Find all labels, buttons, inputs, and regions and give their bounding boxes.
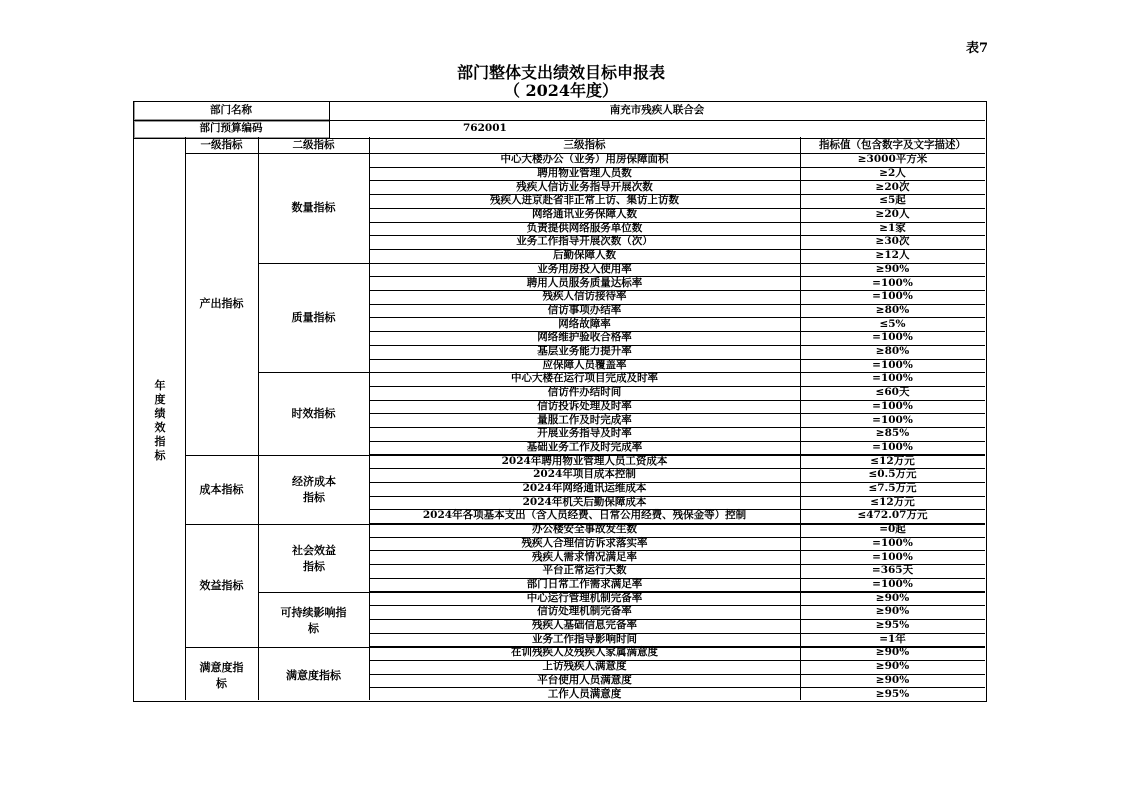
dept-name-label: 部门名称 [210, 104, 252, 116]
indicator-name: 信访事项办结率 [547, 303, 622, 316]
budget-code-value: 762001 [463, 122, 507, 134]
indicator-name: 工作人员满意度 [547, 687, 622, 700]
level2-social-benefit: 社会效益指标 [292, 544, 336, 573]
indicator-value: ≥90% [875, 591, 910, 604]
indicator-name: 聘用物业管理人员数 [537, 166, 632, 179]
performance-table [133, 101, 987, 702]
indicator-name: 残疾人基础信息完备率 [532, 619, 637, 631]
dept-name-value: 南充市残疾人联合会 [609, 104, 705, 116]
indicator-value: ≥95% [875, 687, 910, 700]
indicator-value: ≥2人 [879, 166, 906, 179]
indicator-name: 业务用房投入使用率 [537, 262, 632, 275]
indicator-name: 中心大楼在运行项目完成及时率 [511, 372, 658, 385]
indicator-value: ≥85% [875, 427, 910, 440]
level2-quality: 质量指标 [291, 311, 336, 324]
budget-code-label: 部门预算编码 [199, 122, 263, 134]
indicator-name: 应保障人员覆盖率 [542, 358, 627, 371]
indicator-name: 2024年各项基本支出（含人员经费、日常公用经费、残保金等）控制 [422, 509, 747, 522]
indicator-name: 残疾人进京赴省非正常上访、集访上访数 [490, 194, 679, 207]
indicator-name: 上访残疾人满意度 [542, 660, 627, 673]
indicator-name: 后勤保障人数 [553, 249, 616, 262]
indicator-name: 残疾人信访业务指导开展次数 [516, 180, 653, 193]
indicator-value: ≥90% [875, 660, 910, 673]
indicator-name: 负责提供网络服务单位数 [526, 221, 643, 234]
indicator-name: 业务工作指导影响时间 [532, 632, 637, 645]
indicator-value: ≥12人 [875, 249, 910, 262]
indicator-name: 中心大楼办公（业务）用房保障面积 [500, 153, 669, 166]
indicator-value: ≥90% [875, 605, 910, 618]
table-number: 表7 [966, 41, 989, 56]
indicator-name: 残疾人需求情况满足率 [532, 550, 637, 563]
indicator-value: ≥20人 [875, 208, 910, 220]
indicator-value: ≥3000平方米 [857, 153, 928, 166]
indicator-name: 在训残疾人及残疾人家属满意度 [511, 646, 658, 659]
indicator-name: 2024年项目成本控制 [533, 468, 636, 481]
indicator-name: 信访投诉处理及时率 [537, 399, 632, 412]
header-level1: 一级指标 [200, 139, 243, 151]
level1-benefit: 效益指标 [199, 579, 244, 592]
indicator-name: 残疾人合理信访诉求落实率 [521, 536, 648, 549]
indicator-value: ≤0.5万元 [868, 468, 917, 481]
indicator-value: =100% [872, 413, 913, 426]
level2-economic-cost: 经济成本指标 [292, 475, 336, 504]
annual-indicator-label: 年度绩效指标 [154, 379, 166, 462]
level2-sustainable: 可持续影响指标 [280, 606, 347, 635]
level1-cost: 成本指标 [199, 483, 244, 496]
indicator-value: =1年 [879, 632, 906, 645]
indicator-name: 开展业务指导及时率 [537, 427, 632, 440]
indicator-value: ≥95% [875, 619, 910, 631]
header-level2: 二级指标 [292, 139, 335, 151]
indicator-name: 网络故障率 [558, 317, 611, 330]
form-year: （ 2024年度） [503, 81, 619, 100]
form-title: 部门整体支出绩效目标申报表 [456, 63, 665, 82]
indicator-value: =100% [872, 358, 913, 371]
indicator-value: ≥80% [875, 303, 910, 316]
indicator-value: =365天 [871, 564, 914, 577]
indicator-value: ≥90% [875, 646, 910, 659]
level2-quantity: 数量指标 [291, 201, 336, 214]
indicator-name: 部门日常工作需求满足率 [526, 577, 643, 590]
indicator-name: 中心运行管理机制完备率 [526, 591, 643, 604]
indicator-name: 平台使用人员满意度 [537, 673, 632, 686]
indicator-value: ≥20次 [875, 180, 910, 193]
indicator-value: ≥80% [875, 345, 910, 357]
level2-satisfaction: 满意度指标 [286, 669, 341, 682]
indicator-name: 基础业务工作及时完成率 [526, 440, 643, 453]
indicator-name: 基层业务能力提升率 [537, 345, 632, 357]
indicator-value: ≥1家 [879, 221, 906, 234]
indicator-value: ≤60天 [875, 386, 910, 399]
indicator-name: 量服工作及时完成率 [537, 413, 632, 426]
indicator-value: ≥90% [875, 262, 910, 275]
indicator-value: =100% [872, 276, 913, 289]
indicator-name: 残疾人信访接待率 [542, 290, 627, 303]
indicator-value: ≤5起 [879, 194, 906, 207]
indicator-value: ≤472.07万元 [857, 509, 928, 522]
indicator-value: =100% [872, 399, 913, 412]
indicator-value: =0起 [879, 523, 906, 536]
indicator-name: 信访处理机制完备率 [537, 605, 632, 618]
indicator-name: 2024年聘用物业管理人员工资成本 [501, 454, 668, 467]
indicator-value: ≤12万元 [870, 454, 915, 467]
indicator-value: =100% [872, 536, 913, 549]
indicator-value: ≥30次 [875, 235, 910, 248]
indicator-value: ≤7.5万元 [868, 482, 917, 494]
indicator-value: =100% [872, 577, 913, 590]
indicator-name: 网络通讯业务保障人数 [532, 208, 637, 220]
indicator-value: =100% [872, 331, 913, 344]
level2-timeliness: 时效指标 [291, 407, 336, 420]
indicator-value: ≥90% [875, 673, 910, 686]
indicator-name: 2024年机关后勤保障成本 [522, 495, 647, 508]
header-value: 指标值（包含数字及文字描述） [819, 139, 966, 151]
level1-satisfaction: 满意度指标 [199, 661, 244, 690]
indicator-name: 办公楼安全事故发生数 [532, 523, 637, 536]
indicator-name: 聘用人员服务质量达标率 [526, 276, 643, 289]
header-level3: 三级指标 [563, 139, 606, 151]
indicator-name: 信访件办结时间 [547, 386, 622, 399]
indicator-value: =100% [872, 550, 913, 563]
indicator-name: 平台正常运行天数 [542, 564, 627, 577]
indicator-value: ≤5% [879, 317, 906, 330]
indicator-name: 网络维护验收合格率 [537, 331, 632, 344]
indicator-value: =100% [872, 440, 913, 453]
indicator-value: =100% [872, 372, 913, 385]
level1-output: 产出指标 [199, 297, 244, 310]
indicator-value: ≤12万元 [870, 495, 915, 508]
indicator-name: 2024年网络通讯运维成本 [522, 482, 647, 494]
indicator-name: 业务工作指导开展次数（次） [516, 235, 653, 248]
indicator-value: =100% [872, 290, 913, 303]
